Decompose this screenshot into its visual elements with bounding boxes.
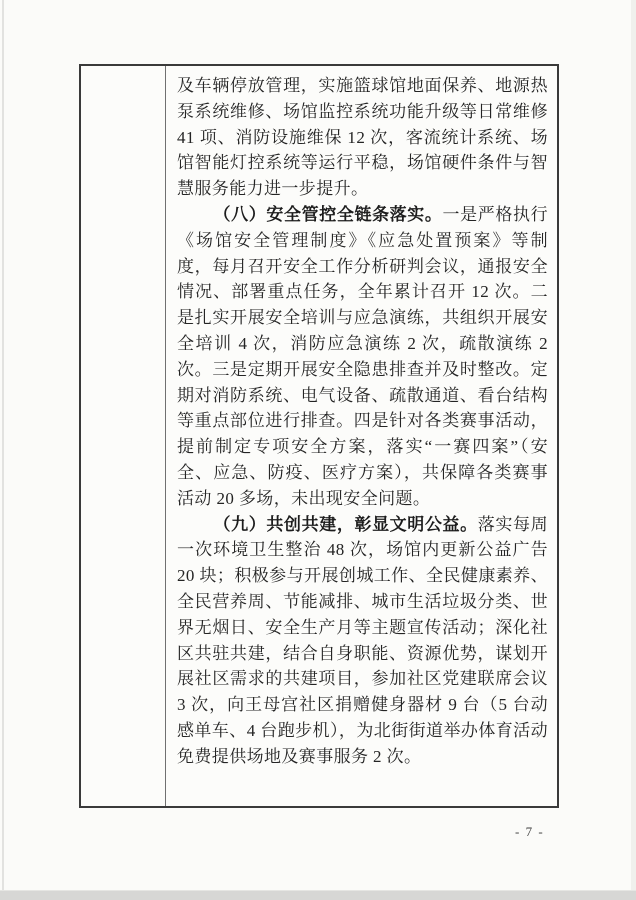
paragraph-heading: （九）共创共建，彰显文明公益。 (213, 514, 478, 534)
scan-left-edge (2, 0, 4, 900)
paragraph-text: 落实每周一次环境卫生整治 48 次，场馆内更新公益广告 20 块；积极参与开展创城工作、全民健康素养、全民营养周、节能减排、城市生活垃圾分类、世界无烟日、安全生产月等主题宣传活动；深化社区共驻共建，结合自身职能、资源优势，谋划开展社区需求的共建项目，参加社区党建联席会议 3 次，向王母宫社区捐赠健身器材 9 台（5 台动感单车、4 台跑步机），为北街街道举办体育活动免费提供场地及赛事服务 2 次。 (177, 514, 548, 766)
scan-bottom-shadow (0, 890, 636, 900)
paragraph-facility-maintenance (177, 73, 548, 202)
paragraph-text: 及车辆停放管理，实施篮球馆地面保养、地源热泵系统维修、场馆监控系统功能升级等日常维修 41 项、消防设施维保 12 次，客流统计系统、场馆智能灯控系统等运行平稳，场馆硬件条件与智慧服务能力进一步提升。 (177, 76, 548, 199)
table-content-cell (166, 66, 557, 806)
paragraph-text: 一是严格执行《场馆安全管理制度》《应急处置预案》等制度，每月召开安全工作分析研判会议，通报安全情况、部署重点任务，全年累计召开 12 次。二是扎实开展安全培训与应急演练，共组织开展安全培训 4 次，消防应急演练 2 次，疏散演练 2 次。三是定期开展安全隐患排查并及时整改。定期对消防系统、电气设备、疏散通道、看台结构等重点部位进行排查。四是针对各类赛事活动，提前制定专项安全方案，落实“一赛四案”（安全、应急、防疫、医疗方案），共保障各类赛事活动 20 多场，未出现安全问题。 (177, 204, 548, 508)
paragraph-heading: （八）安全管控全链条落实。 (213, 204, 443, 224)
page-number: - 7 - (515, 824, 545, 839)
paragraph-safety-control (177, 202, 548, 512)
scan-right-edge (631, 0, 636, 900)
paragraph-community-welfare (177, 512, 548, 770)
report-table (79, 64, 559, 808)
table-left-cell (81, 66, 166, 806)
